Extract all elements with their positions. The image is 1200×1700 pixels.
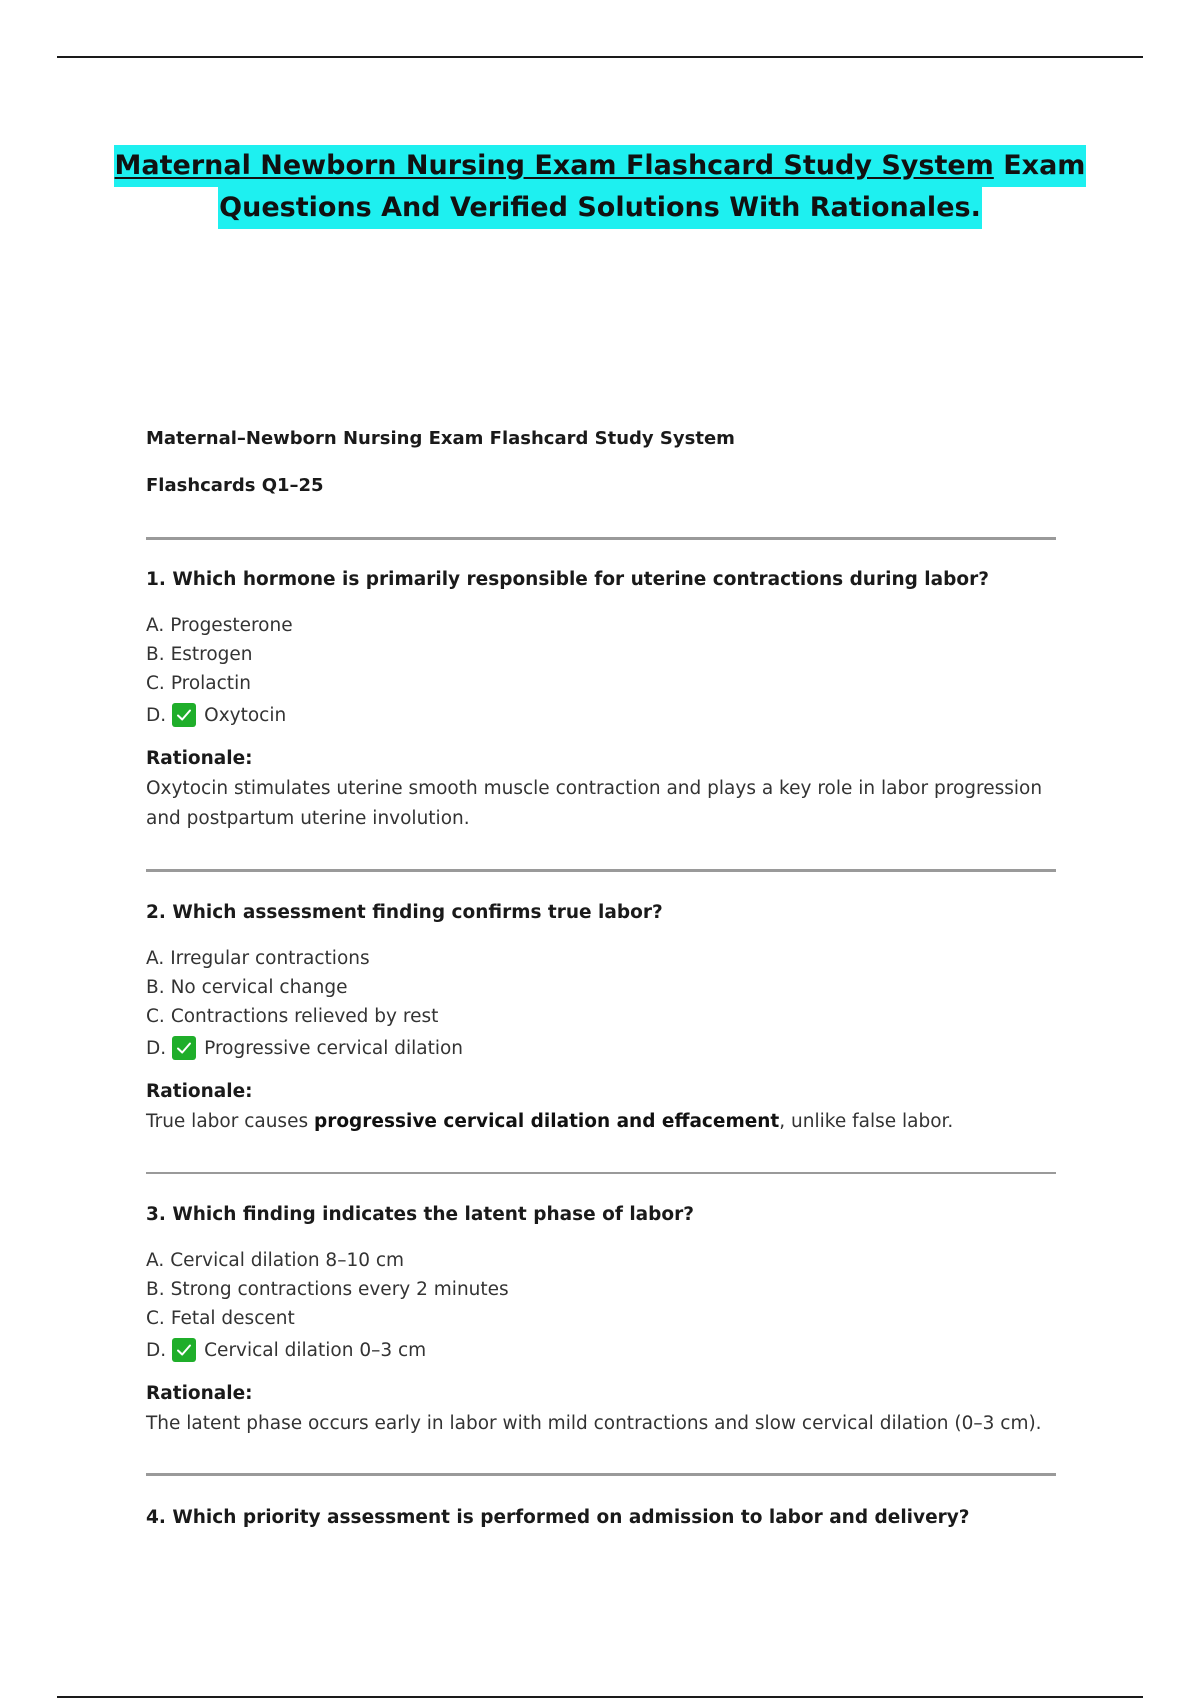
divider: [146, 537, 1056, 540]
rationale-text: The latent phase occurs early in labor with mild contractions and slow cervical dilation (0–3 cm).: [146, 1413, 1042, 1434]
flashcard-2: [146, 900, 1056, 1137]
option-c: C. Prolactin: [146, 673, 251, 694]
question-text: 2. Which assessment finding confirms true labor?: [146, 902, 663, 923]
flashcard-1: [146, 567, 1056, 834]
question-text: 3. Which finding indicates the latent phase of labor?: [146, 1204, 694, 1225]
rationale-text: Oxytocin stimulates uterine smooth muscle contraction and plays a key role in labor progression and postpartum uterine involution.: [146, 778, 1043, 829]
option-d-correct: D. Oxytocin: [146, 704, 287, 726]
option-d-correct: D. Progressive cervical dilation: [146, 1037, 464, 1059]
check-icon: [172, 1338, 196, 1362]
option-b: B. Strong contractions every 2 minutes: [146, 1279, 509, 1300]
question-text: 1. Which hormone is primarily responsible for uterine contractions during labor?: [146, 569, 989, 590]
rationale-text: True labor causes progressive cervical dilation and effacement, unlike false labor.: [146, 1111, 954, 1132]
divider: [146, 1473, 1056, 1476]
check-icon: [172, 1036, 196, 1060]
title-line-1-rest: Exam: [993, 150, 1086, 181]
option-b: B. No cervical change: [146, 977, 348, 998]
option-a: A. Cervical dilation 8–10 cm: [146, 1250, 405, 1271]
answer-options: [146, 1246, 1056, 1367]
top-page-rule: [57, 56, 1143, 58]
section-subheading: Flashcards Q1–25: [146, 475, 324, 496]
flashcard-4: [146, 1505, 1056, 1531]
rationale-label: Rationale:: [146, 1383, 253, 1404]
title-line-2: Questions And Verified Solutions With Rationales.: [218, 187, 982, 229]
option-b: B. Estrogen: [146, 644, 253, 665]
rationale-label: Rationale:: [146, 1081, 253, 1102]
rationale-label: Rationale:: [146, 748, 253, 769]
divider: [146, 1172, 1056, 1174]
option-a: A. Progesterone: [146, 615, 293, 636]
check-icon: [172, 703, 196, 727]
flashcard-content: [146, 426, 1056, 1528]
option-a: A. Irregular contractions: [146, 948, 370, 969]
section-heading: Maternal–Newborn Nursing Exam Flashcard Study System: [146, 428, 735, 449]
bottom-page-rule: [57, 1696, 1143, 1698]
answer-options: [146, 944, 1056, 1065]
divider: [146, 869, 1056, 872]
rationale-emphasis: progressive cervical dilation and effacement: [313, 1111, 780, 1132]
flashcard-3: [146, 1202, 1056, 1439]
title-underlined-text: Maternal Newborn Nursing Exam Flashcard Study System: [114, 150, 994, 181]
question-text: 4. Which priority assessment is performed on admission to labor and delivery?: [146, 1507, 970, 1528]
option-c: C. Fetal descent: [146, 1308, 295, 1329]
document-title: [0, 145, 1200, 229]
answer-options: [146, 611, 1056, 732]
option-d-correct: D. Cervical dilation 0–3 cm: [146, 1339, 427, 1361]
title-line-1: [114, 145, 1087, 187]
option-c: C. Contractions relieved by rest: [146, 1006, 439, 1027]
